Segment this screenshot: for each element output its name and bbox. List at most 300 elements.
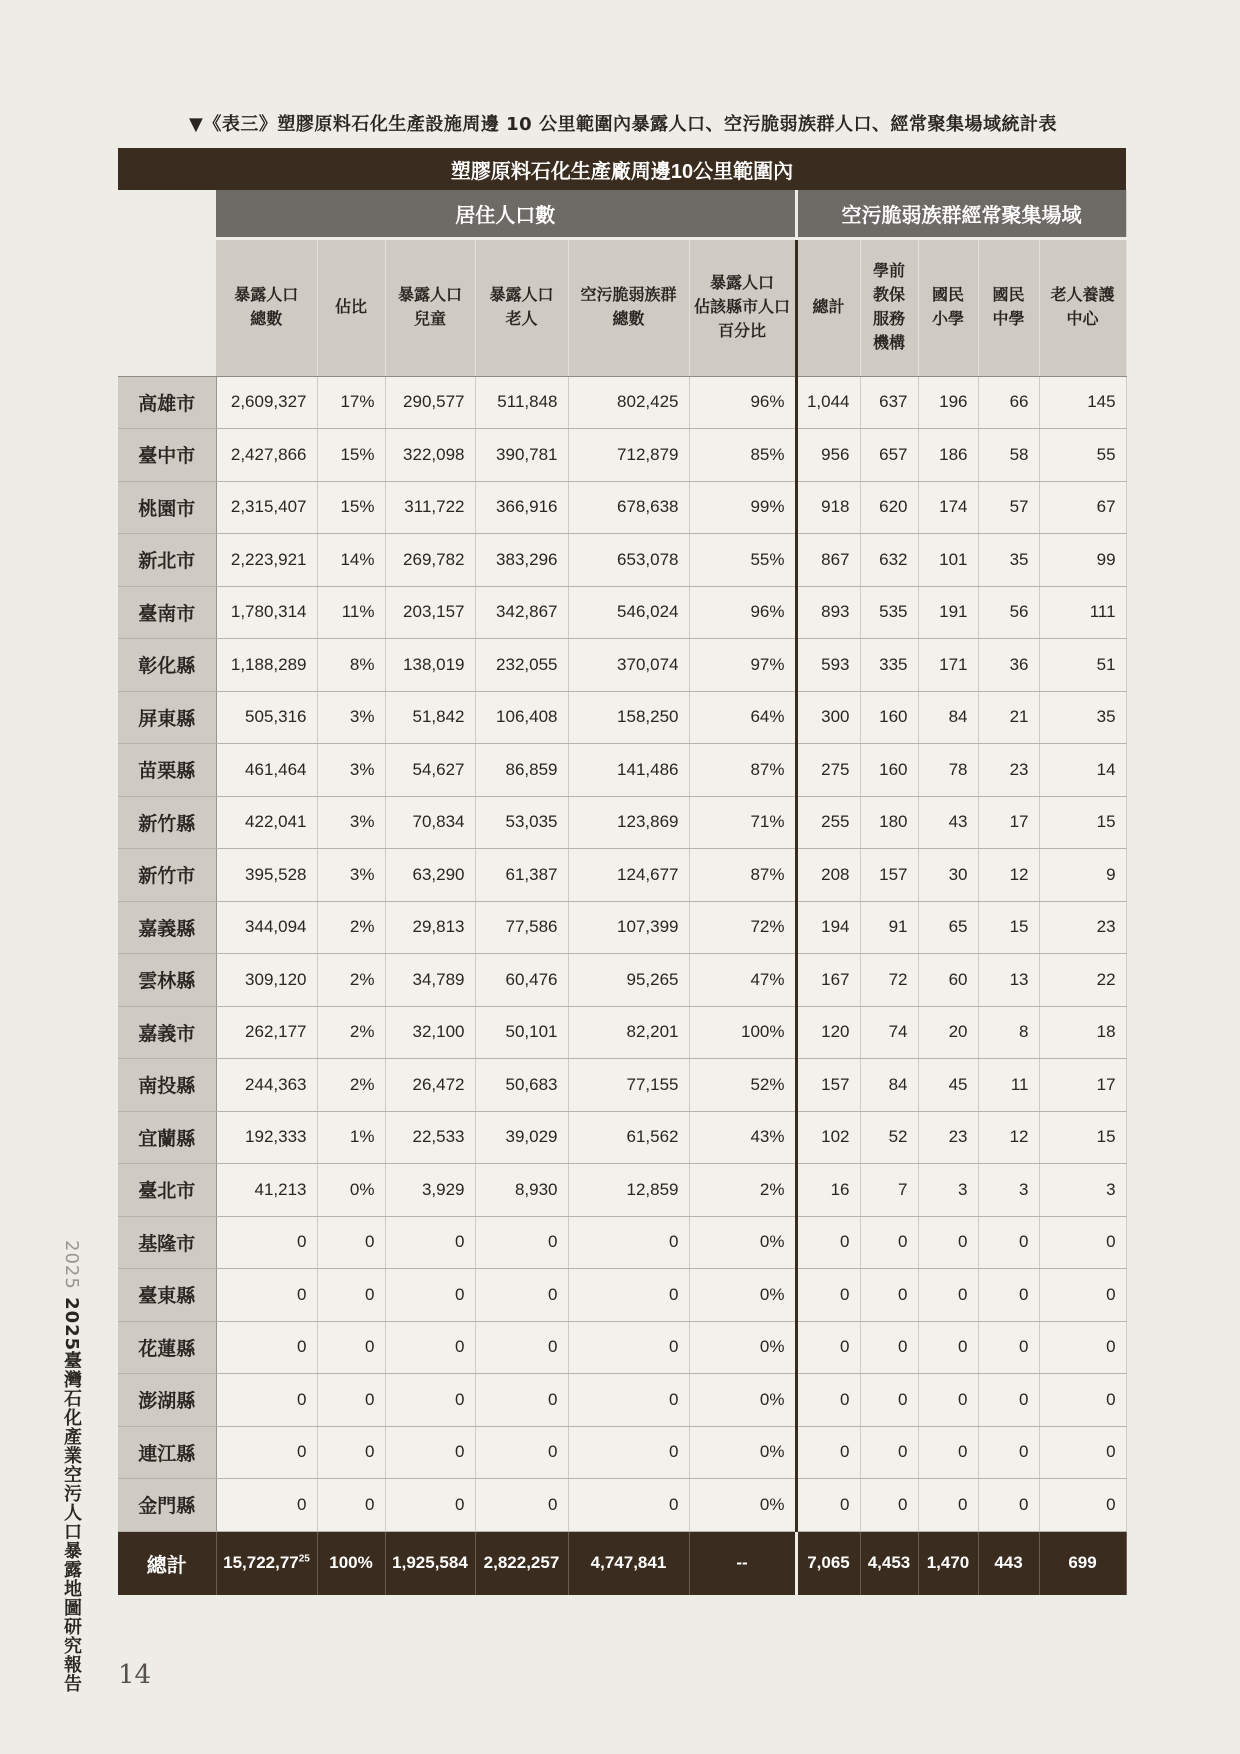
table-caption: ▼《表三》塑膠原料石化生產設施周邊 10 公里範圍內暴露人口、空污脆弱族群人口、經常聚集場域統計表 — [189, 114, 1057, 135]
table-cell: 370,074 — [568, 639, 689, 692]
table-cell: 123,869 — [568, 796, 689, 849]
table-cell: 41,213 — [216, 1164, 317, 1217]
table-cell: 0% — [689, 1426, 796, 1479]
table-cell: 0% — [689, 1216, 796, 1269]
total-cell: -- — [689, 1531, 796, 1595]
table-cell: 290,577 — [385, 376, 475, 429]
region-name: 連江縣 — [118, 1426, 216, 1479]
table-cell: 61,387 — [475, 849, 568, 902]
page-number: 14 — [118, 1660, 152, 1690]
total-cell: 100% — [317, 1531, 385, 1595]
region-name: 臺東縣 — [118, 1269, 216, 1322]
table-row — [118, 429, 1126, 482]
table-cell: 145 — [1039, 376, 1126, 429]
table-cell: 0% — [689, 1479, 796, 1532]
table-row — [118, 376, 1126, 429]
table-cell: 0 — [918, 1374, 978, 1427]
table-cell: 0 — [1039, 1269, 1126, 1322]
table-cell: 57 — [978, 481, 1039, 534]
table-cell: 269,782 — [385, 534, 475, 587]
table-cell: 12 — [978, 849, 1039, 902]
table-cell: 0 — [385, 1269, 475, 1322]
table-cell: 1,188,289 — [216, 639, 317, 692]
column-header: 佔比 — [317, 238, 385, 376]
table-cell: 2% — [317, 954, 385, 1007]
side-report-title — [44, 1240, 84, 1693]
table-cell: 2% — [317, 1006, 385, 1059]
column-header: 暴露人口 兒童 — [385, 238, 475, 376]
table-cell: 0 — [317, 1426, 385, 1479]
table-cell: 0% — [689, 1269, 796, 1322]
table-cell: 35 — [978, 534, 1039, 587]
table-cell: 956 — [796, 429, 860, 482]
table-cell: 0 — [860, 1321, 918, 1374]
table-cell: 47% — [689, 954, 796, 1007]
region-name: 金門縣 — [118, 1479, 216, 1532]
table-cell: 657 — [860, 429, 918, 482]
table-cell: 0 — [216, 1374, 317, 1427]
table-cell: 23 — [1039, 901, 1126, 954]
region-name: 雲林縣 — [118, 954, 216, 1007]
table-cell: 87% — [689, 744, 796, 797]
table-cell: 174 — [918, 481, 978, 534]
table-cell: 99 — [1039, 534, 1126, 587]
region-name: 屏東縣 — [118, 691, 216, 744]
table-cell: 232,055 — [475, 639, 568, 692]
table-cell: 32,100 — [385, 1006, 475, 1059]
table-cell: 0 — [860, 1426, 918, 1479]
table-cell: 186 — [918, 429, 978, 482]
table-cell: 632 — [860, 534, 918, 587]
table-cell: 366,916 — [475, 481, 568, 534]
table-cell: 535 — [860, 586, 918, 639]
table-cell: 35 — [1039, 691, 1126, 744]
table-cell: 158,250 — [568, 691, 689, 744]
corner-cell — [118, 238, 216, 376]
table-cell: 15% — [317, 429, 385, 482]
table-cell: 511,848 — [475, 376, 568, 429]
table-cell: 11 — [978, 1059, 1039, 1112]
table-row — [118, 1479, 1126, 1532]
table-cell: 55% — [689, 534, 796, 587]
table-cell: 0 — [216, 1426, 317, 1479]
table-cell: 11% — [317, 586, 385, 639]
table-cell: 0 — [978, 1426, 1039, 1479]
table-cell: 311,722 — [385, 481, 475, 534]
table-cell: 15% — [317, 481, 385, 534]
column-header: 空污脆弱族群 總數 — [568, 238, 689, 376]
table-cell: 0% — [689, 1321, 796, 1374]
table-cell: 0 — [317, 1269, 385, 1322]
table-cell: 0 — [860, 1216, 918, 1269]
statistics-table — [118, 148, 1127, 1595]
table-cell: 77,155 — [568, 1059, 689, 1112]
column-header: 總計 — [796, 238, 860, 376]
table-row — [118, 1059, 1126, 1112]
table-cell: 196 — [918, 376, 978, 429]
table-cell: 918 — [796, 481, 860, 534]
table-cell: 893 — [796, 586, 860, 639]
total-row — [118, 1531, 1126, 1595]
table-cell: 0 — [796, 1479, 860, 1532]
table-cell: 0 — [796, 1216, 860, 1269]
table-cell: 3% — [317, 796, 385, 849]
table-cell: 0% — [689, 1374, 796, 1427]
table-cell: 1% — [317, 1111, 385, 1164]
table-cell: 244,363 — [216, 1059, 317, 1112]
table-row — [118, 691, 1126, 744]
table-cell: 0 — [796, 1269, 860, 1322]
table-cell: 1,780,314 — [216, 586, 317, 639]
table-cell: 546,024 — [568, 586, 689, 639]
table-row — [118, 849, 1126, 902]
table-cell: 77,586 — [475, 901, 568, 954]
region-name: 臺中市 — [118, 429, 216, 482]
table-cell: 99% — [689, 481, 796, 534]
table-cell: 14 — [1039, 744, 1126, 797]
table-cell: 36 — [978, 639, 1039, 692]
table-cell: 72 — [860, 954, 918, 1007]
table-cell: 96% — [689, 376, 796, 429]
table-cell: 255 — [796, 796, 860, 849]
table-cell: 102 — [796, 1111, 860, 1164]
table-cell: 85% — [689, 429, 796, 482]
region-name: 花蓮縣 — [118, 1321, 216, 1374]
table-cell: 678,638 — [568, 481, 689, 534]
region-name: 臺北市 — [118, 1164, 216, 1217]
table-cell: 54,627 — [385, 744, 475, 797]
table-cell: 3% — [317, 849, 385, 902]
table-cell: 0 — [317, 1479, 385, 1532]
total-cell: 2,822,257 — [475, 1531, 568, 1595]
total-superscript: 25 — [298, 1553, 310, 1565]
table-cell: 3% — [317, 691, 385, 744]
table-cell: 21 — [978, 691, 1039, 744]
table-cell: 14% — [317, 534, 385, 587]
table-cell: 87% — [689, 849, 796, 902]
table-row — [118, 1426, 1126, 1479]
total-cell: 699 — [1039, 1531, 1126, 1595]
table-banner: 塑膠原料石化生產廠周邊10公里範圍內 — [118, 148, 1126, 190]
table-cell: 15 — [1039, 796, 1126, 849]
table-cell: 309,120 — [216, 954, 317, 1007]
table-cell: 0 — [1039, 1216, 1126, 1269]
table-cell: 0 — [385, 1321, 475, 1374]
table-row — [118, 586, 1126, 639]
table-row — [118, 639, 1126, 692]
table-cell: 23 — [978, 744, 1039, 797]
table-row — [118, 901, 1126, 954]
table-cell: 191 — [918, 586, 978, 639]
table-cell: 0 — [568, 1269, 689, 1322]
table-cell: 78 — [918, 744, 978, 797]
region-name: 桃園市 — [118, 481, 216, 534]
total-cell: 4,453 — [860, 1531, 918, 1595]
table-cell: 61,562 — [568, 1111, 689, 1164]
table-cell: 50,101 — [475, 1006, 568, 1059]
region-name: 基隆市 — [118, 1216, 216, 1269]
table-cell: 167 — [796, 954, 860, 1007]
table-cell: 58 — [978, 429, 1039, 482]
region-name: 嘉義市 — [118, 1006, 216, 1059]
table-cell: 0 — [978, 1321, 1039, 1374]
table-cell: 0 — [216, 1216, 317, 1269]
column-header: 暴露人口 總數 — [216, 238, 317, 376]
table-cell: 84 — [918, 691, 978, 744]
table-cell: 0 — [568, 1321, 689, 1374]
total-cell: 1,470 — [918, 1531, 978, 1595]
table-cell: 0 — [385, 1479, 475, 1532]
table-cell: 262,177 — [216, 1006, 317, 1059]
table-cell: 0 — [796, 1321, 860, 1374]
table-cell: 620 — [860, 481, 918, 534]
column-header: 暴露人口 佔該縣市人口 百分比 — [689, 238, 796, 376]
table-cell: 138,019 — [385, 639, 475, 692]
table-cell: 86,859 — [475, 744, 568, 797]
table-cell: 20 — [918, 1006, 978, 1059]
table-cell: 802,425 — [568, 376, 689, 429]
table-cell: 0 — [978, 1479, 1039, 1532]
table-cell: 65 — [918, 901, 978, 954]
group-header-venues: 空污脆弱族群經常聚集場域 — [796, 190, 1126, 238]
table-cell: 107,399 — [568, 901, 689, 954]
column-header: 暴露人口 老人 — [475, 238, 568, 376]
table-cell: 120 — [796, 1006, 860, 1059]
table-cell: 3% — [317, 744, 385, 797]
table-cell: 2% — [317, 901, 385, 954]
region-name: 宜蘭縣 — [118, 1111, 216, 1164]
table-row — [118, 1006, 1126, 1059]
table-cell: 43% — [689, 1111, 796, 1164]
table-cell: 653,078 — [568, 534, 689, 587]
region-name: 嘉義縣 — [118, 901, 216, 954]
table-cell: 1,044 — [796, 376, 860, 429]
table-cell: 30 — [918, 849, 978, 902]
table-cell: 52% — [689, 1059, 796, 1112]
table-cell: 275 — [796, 744, 860, 797]
table-cell: 7 — [860, 1164, 918, 1217]
table-cell: 0 — [385, 1426, 475, 1479]
table-cell: 0 — [1039, 1321, 1126, 1374]
table-cell: 51 — [1039, 639, 1126, 692]
table-cell: 60,476 — [475, 954, 568, 1007]
table-cell: 56 — [978, 586, 1039, 639]
total-cell: 443 — [978, 1531, 1039, 1595]
table-cell: 0 — [475, 1479, 568, 1532]
table-cell: 0 — [216, 1269, 317, 1322]
table-cell: 0 — [860, 1479, 918, 1532]
table-row — [118, 1374, 1126, 1427]
table-cell: 422,041 — [216, 796, 317, 849]
table-cell: 17 — [978, 796, 1039, 849]
table-cell: 192,333 — [216, 1111, 317, 1164]
table-cell: 2% — [317, 1059, 385, 1112]
table-cell: 111 — [1039, 586, 1126, 639]
region-name: 澎湖縣 — [118, 1374, 216, 1427]
table-cell: 0 — [475, 1269, 568, 1322]
table-cell: 194 — [796, 901, 860, 954]
column-header: 學前 教保 服務 機構 — [860, 238, 918, 376]
table-cell: 335 — [860, 639, 918, 692]
table-cell: 0 — [860, 1374, 918, 1427]
table-cell: 160 — [860, 744, 918, 797]
table-cell: 0 — [1039, 1374, 1126, 1427]
table-cell: 101 — [918, 534, 978, 587]
table-cell: 0 — [317, 1216, 385, 1269]
table-cell: 124,677 — [568, 849, 689, 902]
region-name: 南投縣 — [118, 1059, 216, 1112]
table-cell: 34,789 — [385, 954, 475, 1007]
table-cell: 0 — [216, 1479, 317, 1532]
table-cell: 160 — [860, 691, 918, 744]
table-cell: 9 — [1039, 849, 1126, 902]
table-cell: 0 — [1039, 1479, 1126, 1532]
region-name: 新北市 — [118, 534, 216, 587]
table-cell: 71% — [689, 796, 796, 849]
table-cell: 70,834 — [385, 796, 475, 849]
table-cell: 0 — [317, 1321, 385, 1374]
group-header-resident: 居住人口數 — [216, 190, 796, 238]
table-cell: 22 — [1039, 954, 1126, 1007]
table-cell: 0 — [317, 1374, 385, 1427]
table-cell: 0 — [216, 1321, 317, 1374]
side-year: 2025 — [61, 1240, 82, 1290]
table-cell: 8 — [978, 1006, 1039, 1059]
table-cell: 8,930 — [475, 1164, 568, 1217]
table-cell: 45 — [918, 1059, 978, 1112]
table-cell: 12 — [978, 1111, 1039, 1164]
table-cell: 0 — [796, 1426, 860, 1479]
table-row — [118, 1269, 1126, 1322]
table-cell: 8% — [317, 639, 385, 692]
table-cell: 867 — [796, 534, 860, 587]
table-row — [118, 1321, 1126, 1374]
region-name: 臺南市 — [118, 586, 216, 639]
table-cell: 16 — [796, 1164, 860, 1217]
table-cell: 60 — [918, 954, 978, 1007]
column-header: 老人養護 中心 — [1039, 238, 1126, 376]
table-cell: 637 — [860, 376, 918, 429]
region-name: 彰化縣 — [118, 639, 216, 692]
table-cell: 0 — [475, 1426, 568, 1479]
table-cell: 0 — [918, 1216, 978, 1269]
table-cell: 0 — [475, 1321, 568, 1374]
region-name: 苗栗縣 — [118, 744, 216, 797]
table-cell: 23 — [918, 1111, 978, 1164]
table-cell: 344,094 — [216, 901, 317, 954]
table-cell: 712,879 — [568, 429, 689, 482]
table-cell: 0 — [918, 1321, 978, 1374]
table-cell: 52 — [860, 1111, 918, 1164]
table-cell: 383,296 — [475, 534, 568, 587]
side-title: 2025臺灣石化產業空污人口暴露地圖研究報告 — [61, 1297, 82, 1694]
table-row — [118, 954, 1126, 1007]
table-cell: 2,223,921 — [216, 534, 317, 587]
table-row — [118, 534, 1126, 587]
table-cell: 0% — [317, 1164, 385, 1217]
table-cell: 29,813 — [385, 901, 475, 954]
corner-cell — [118, 190, 216, 238]
table-cell: 0 — [385, 1374, 475, 1427]
table-cell: 95,265 — [568, 954, 689, 1007]
table-cell: 3 — [918, 1164, 978, 1217]
table-cell: 0 — [978, 1374, 1039, 1427]
column-header: 國民 小學 — [918, 238, 978, 376]
table-cell: 0 — [978, 1269, 1039, 1322]
table-cell: 322,098 — [385, 429, 475, 482]
total-label: 總計 — [118, 1531, 216, 1595]
table-cell: 157 — [860, 849, 918, 902]
table-cell: 106,408 — [475, 691, 568, 744]
table-cell: 0 — [918, 1479, 978, 1532]
table-cell: 51,842 — [385, 691, 475, 744]
table-row — [118, 1164, 1126, 1217]
total-cell: 4,747,841 — [568, 1531, 689, 1595]
table-cell: 180 — [860, 796, 918, 849]
table-cell: 0 — [796, 1374, 860, 1427]
table-cell: 12,859 — [568, 1164, 689, 1217]
table-cell: 15 — [1039, 1111, 1126, 1164]
table-cell: 0 — [385, 1216, 475, 1269]
table-cell: 64% — [689, 691, 796, 744]
table-cell: 0 — [918, 1269, 978, 1322]
table-cell: 171 — [918, 639, 978, 692]
region-name: 新竹市 — [118, 849, 216, 902]
total-cell: 15,722,77$^{25}$ — [216, 1531, 317, 1595]
table-cell: 2,315,407 — [216, 481, 317, 534]
table-cell: 43 — [918, 796, 978, 849]
table-cell: 3 — [978, 1164, 1039, 1217]
table-cell: 84 — [860, 1059, 918, 1112]
table-cell: 50,683 — [475, 1059, 568, 1112]
table-cell: 2% — [689, 1164, 796, 1217]
table-cell: 100% — [689, 1006, 796, 1059]
table-cell: 300 — [796, 691, 860, 744]
table-cell: 2,427,866 — [216, 429, 317, 482]
table-cell: 96% — [689, 586, 796, 639]
table-cell: 18 — [1039, 1006, 1126, 1059]
table-cell: 82,201 — [568, 1006, 689, 1059]
table-cell: 342,867 — [475, 586, 568, 639]
table-cell: 0 — [1039, 1426, 1126, 1479]
table-cell: 66 — [978, 376, 1039, 429]
table-cell: 0 — [568, 1374, 689, 1427]
table-cell: 395,528 — [216, 849, 317, 902]
table-cell: 0 — [918, 1426, 978, 1479]
table-cell: 0 — [978, 1216, 1039, 1269]
table-row — [118, 481, 1126, 534]
table-cell: 390,781 — [475, 429, 568, 482]
table-cell: 72% — [689, 901, 796, 954]
table-cell: 15 — [978, 901, 1039, 954]
table-cell: 0 — [568, 1216, 689, 1269]
table-row — [118, 796, 1126, 849]
table-cell: 53,035 — [475, 796, 568, 849]
table-cell: 141,486 — [568, 744, 689, 797]
table-cell: 157 — [796, 1059, 860, 1112]
table-cell: 26,472 — [385, 1059, 475, 1112]
region-name: 新竹縣 — [118, 796, 216, 849]
table-cell: 13 — [978, 954, 1039, 1007]
table-row — [118, 1216, 1126, 1269]
table-cell: 3 — [1039, 1164, 1126, 1217]
table-cell: 91 — [860, 901, 918, 954]
column-header: 國民 中學 — [978, 238, 1039, 376]
table-cell: 2,609,327 — [216, 376, 317, 429]
table-cell: 74 — [860, 1006, 918, 1059]
table-cell: 593 — [796, 639, 860, 692]
table-cell: 0 — [860, 1269, 918, 1322]
